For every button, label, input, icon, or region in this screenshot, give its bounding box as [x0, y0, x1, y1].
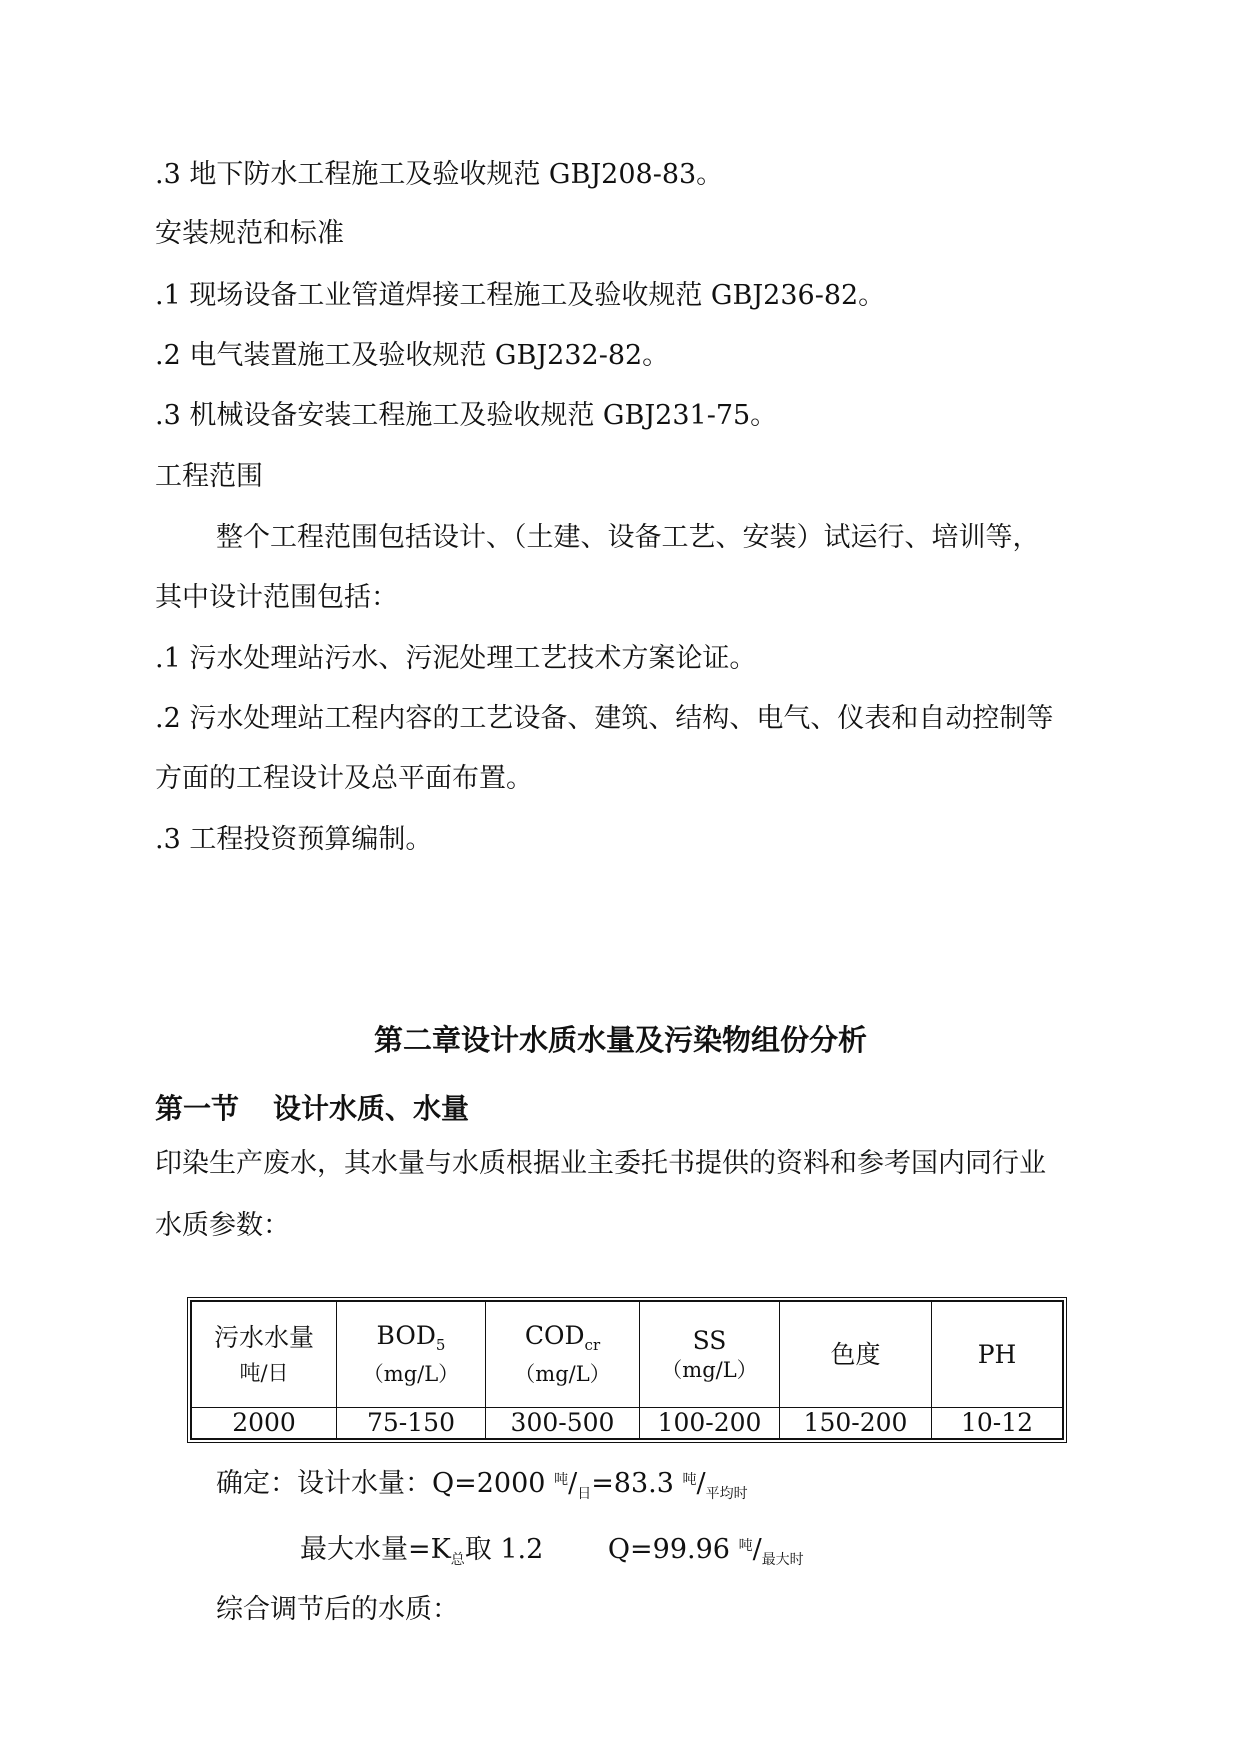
header-cell: $BOD_5$ （mg/L）: [337, 1302, 486, 1408]
text-line: .3 工程投资预算编制。: [155, 824, 433, 855]
table-cell: 300-500: [486, 1408, 640, 1439]
header-cell: $COD_{cr}$ （mg/L）: [486, 1302, 640, 1408]
text-line: .2 电气装置施工及验收规范 GBJ232-82。: [155, 340, 670, 371]
header-cell: 污水水量 吨/日: [192, 1302, 337, 1408]
subheading: 工程范围: [155, 461, 263, 492]
table-cell: 75-150: [337, 1408, 486, 1439]
chapter-title: 第二章设计水质水量及污染物组份分析: [373, 1023, 867, 1057]
section-number: 第一节: [155, 1092, 240, 1125]
table-cell: 10-12: [932, 1408, 1063, 1439]
section-heading: [155, 1090, 469, 1128]
text-line: 方面的工程设计及总平面布置。: [155, 763, 533, 794]
text-line: .2 污水处理站工程内容的工艺设备、建筑、结构、电气、仪表和自动控制等: [155, 703, 1054, 734]
paragraph-line: 其中设计范围包括：: [155, 582, 398, 613]
table-cell: 2000: [192, 1408, 337, 1439]
header-cell: SS （mg/L）: [640, 1302, 780, 1408]
table-cell: 150-200: [780, 1408, 932, 1439]
table-header-row: [192, 1302, 1063, 1408]
after-label: 综合调节后的水质：: [216, 1594, 459, 1625]
determination-line: 确定：设计水量：Q=2000 $^吨/_日=83.3$ $^吨/_{平均时}$: [216, 1468, 748, 1502]
table-row: [192, 1408, 1063, 1439]
water-quality-table: [187, 1297, 1067, 1443]
text-line: .1 污水处理站污水、污泥处理工艺技术方案论证。: [155, 643, 757, 674]
header-cell: 色度: [780, 1302, 932, 1408]
subheading: 安装规范和标准: [155, 218, 344, 249]
max-flow-line: 最大水量$=K_总$取 1.2 Q=99.96 $^吨/_{最大时}$: [300, 1534, 804, 1568]
text-line: .1 现场设备工业管道焊接工程施工及验收规范 GBJ236-82。: [155, 280, 886, 311]
section-title: 设计水质、水量: [273, 1092, 470, 1125]
text-line: .3 地下防水工程施工及验收规范 GBJ208-83。: [155, 159, 724, 190]
intro-line: 印染生产废水，其水量与水质根据业主委托书提供的资料和参考国内同行业: [155, 1148, 1046, 1179]
text-line: .3 机械设备安装工程施工及验收规范 GBJ231-75。: [155, 400, 778, 431]
table-cell: 100-200: [640, 1408, 780, 1439]
paragraph-line: 整个工程范围包括设计、（土建、设备工艺、安装）试运行、培训等，: [216, 522, 1040, 553]
header-cell: PH: [932, 1302, 1063, 1408]
intro-line: 水质参数：: [155, 1210, 290, 1241]
